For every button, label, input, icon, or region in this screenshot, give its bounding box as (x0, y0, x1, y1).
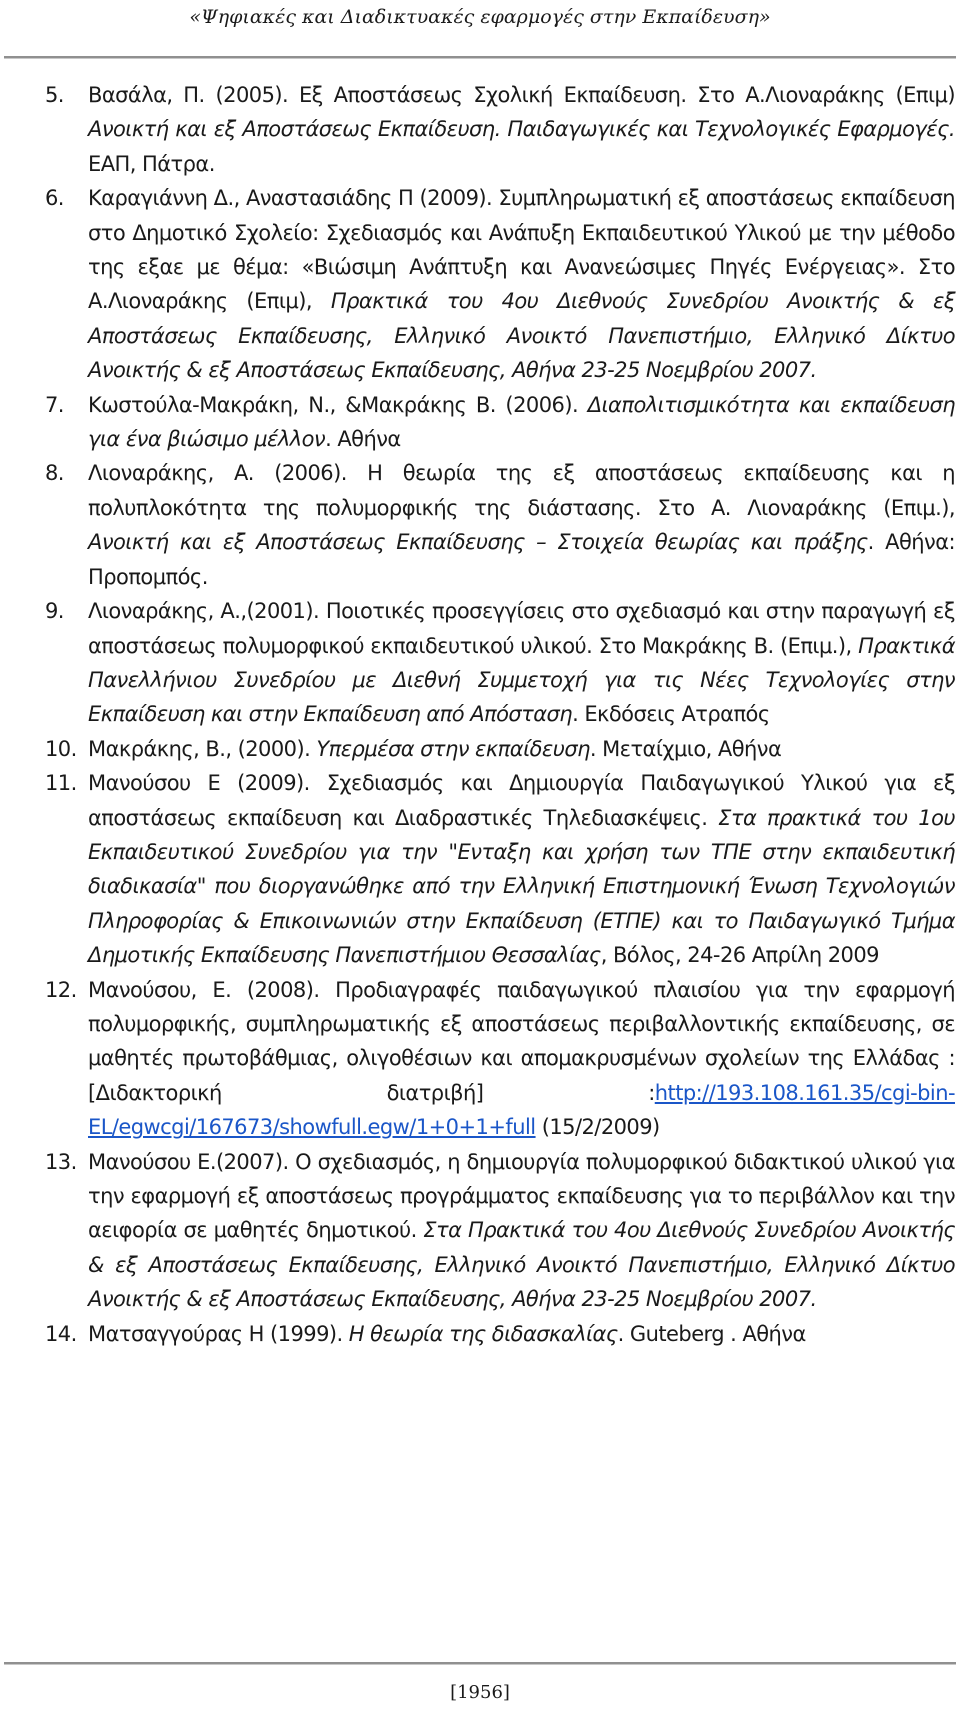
reference-number: 10. (45, 736, 77, 761)
reference-text: Βασάλα, Π. (2005). Εξ Αποστάσεως Σχολική Εκπαίδευση. Στο Α.Λιοναράκης (Επιμ) (88, 83, 955, 107)
reference-number: 5. (45, 83, 64, 107)
reference-item (45, 388, 955, 457)
reference-text: Ματσαγγούρας Η (1999). (88, 1321, 349, 1346)
reference-text: . Εκδόσεις Ατραπός (572, 702, 770, 727)
page-footer (0, 1681, 960, 1705)
reference-number: 6. (45, 186, 64, 211)
reference-text: . Guteberg . Αθήνα (617, 1321, 806, 1346)
reference-title-text: Αθήνα 23-25 Νοεμβρίου 2007. (505, 1287, 817, 1312)
reference-number: 12. (45, 977, 77, 1002)
reference-title-text: Στα Πρακτικά του 4ου Διεθνούς Συνεδρίου Ανοικτής & εξ Αποστάσεως Εκπαίδευσης, Ελληνικό Ανοικτό Πανεπιστήμιο, Ελληνικό Δίκτυο Ανοικτής & εξ Αποστάσεως Εκπαίδευσης, (88, 1218, 955, 1312)
reference-number: 7. (45, 392, 64, 417)
reference-text: ΕΑΠ, Πάτρα. (88, 151, 215, 176)
reference-text: Λιοναράκης, Α.,(2001). Ποιοτικές προσεγγίσεις στο σχεδιασμό και στην παραγωγή εξ αποστάσεως πολυμορφικού εκπαιδευτικού υλικού. Στο Μακράκης Β. (Επιμ.), (88, 599, 955, 658)
reference-item (45, 181, 955, 387)
reference-item (45, 456, 955, 594)
reference-title-text: Ανοικτή και εξ Αποστάσεως Εκπαίδευση. Παιδαγωγικές και Τεχνολογικές Εφαρμογές. (88, 117, 955, 142)
reference-title-text: Η θεωρία της διδασκαλίας (348, 1321, 618, 1346)
reference-title-text: Ανοικτή και εξ Αποστάσεως Εκπαίδευσης – Στοιχεία θεωρίας και πράξης (88, 530, 868, 555)
reference-text: Μανούσου, Ε. (2008). Προδιαγραφές παιδαγωγικού πλαισίου για την εφαρμογή πολυμορφικής, συμπληρωματικής εξ αποστάσεως περιβαλλοντικής εκπαίδευσης, σε μαθητές πρωτοβάθμιας, ολιγοθέσιων και απομακρυσμένων σχολείων της Ελλάδας : [Διδακτορική διατριβή] : (88, 977, 955, 1105)
reference-list (45, 78, 955, 1351)
reference-item (45, 766, 955, 972)
reference-text: . Μεταίχμιο, Αθήνα (589, 736, 782, 761)
reference-item (45, 732, 955, 766)
reference-title-text: Διαπολιτισμικότητα και εκπαίδευση για ένα βιώσιμο μέλλον (88, 392, 955, 452)
reference-text: Μανούσου Ε.(2007). Ο σχεδιασμός, η δημιουργία πολυμορφικού διδακτικού υλικού για την εφαρμογή εξ αποστάσεως προγράμματος εκπαίδευσης για το περιβάλλον και την αειφορία σε μαθητές δημοτικού. (88, 1149, 955, 1243)
header-divider (4, 56, 956, 59)
reference-item (45, 594, 955, 732)
reference-number: 13. (45, 1149, 77, 1174)
reference-title-text: Αθήνα 23-25 Νοεμβρίου 2007. (505, 358, 817, 383)
reference-number: 9. (45, 599, 64, 624)
reference-number: 14. (45, 1321, 77, 1346)
reference-link[interactable]: http://193.108.161.35/cgi-bin-EL/egwcgi/167673/showfull.egw/1+0+1+full (88, 1080, 955, 1140)
reference-number: 11. (45, 771, 77, 796)
reference-text: Λιοναράκης, Α. (2006). Η θεωρία της εξ αποστάσεως εκπαίδευσης και η πολυπλοκότητα της πολυμορφικής της διάστασης. Στο Α. Λιοναράκης (Επιμ.), (88, 461, 955, 520)
reference-title-text: Στα πρακτικά του 1ου Εκπαιδευτικού Συνεδρίου για την "Ενταξη και χρήση των ΤΠΕ στην εκπαιδευτική διαδικασία" που διοργανώθηκε από την Ελληνική Επιστημονική Ένωση Τεχνολογιών Πληροφορίας & Επικοινωνιών στην Εκπαίδευση (ΕΤΠΕ) και το Παιδαγωγικό Τμήμα Δημοτικής Εκπαίδευσης Πανεπιστήμιου Θεσσαλίας (88, 805, 955, 968)
running-header-title: «Ψηφιακές και Διαδικτυακές εφαρμογές στην Εκπαίδευση» (189, 6, 771, 28)
reference-text: (15/2/2009) (535, 1115, 660, 1140)
reference-text: . Αθήνα: Προπομπός. (88, 530, 956, 589)
reference-text: Μακράκης, Β., (2000). (88, 736, 317, 761)
reference-item (45, 1145, 955, 1317)
reference-title-text: Πρακτικά Πανελλήνιου Συνεδρίου με Διεθνή Συμμετοχή για τις Νέες Τεχνολογίες στην Εκπαίδευση και στην Εκπαίδευση από Απόσταση (88, 633, 955, 727)
reference-title-text: Υπερμέσα στην εκπαίδευση (316, 736, 590, 761)
reference-title-text: Πρακτικά του 4ου Διεθνούς Συνεδρίου Ανοικτής & εξ Αποστάσεως Εκπαίδευσης, Ελληνικό Ανοικτό Πανεπιστήμιο, Ελληνικό Δίκτυο Ανοικτής & εξ Αποστάσεως Εκπαίδευσης, (88, 289, 955, 383)
reference-item (45, 1317, 955, 1351)
reference-item (45, 973, 955, 1145)
reference-text: . Αθήνα (325, 427, 401, 452)
reference-text: , Βόλος, 24-26 Απρίλη 2009 (600, 943, 879, 968)
running-header (0, 0, 960, 32)
page-number: [1956] (450, 1682, 510, 1703)
reference-text: Καραγιάννη Δ., Αναστασιάδης Π (2009). Συμπληρωματική εξ αποστάσεως εκπαίδευση στο Δημοτικό Σχολείο: Σχεδιασμός και Ανάπυξη Εκπαιδευτικού Υλικού με την μέθοδο της εξαε με θέμα: «Βιώσιμη Ανάπτυξη και Ανανεώσιμες Πηγές Ενέργειας». Στο Α.Λιοναράκης (Επιμ), (88, 186, 955, 314)
reference-number: 8. (45, 461, 64, 486)
reference-text: Μανούσου Ε (2009). Σχεδιασμός και Δημιουργία Παιδαγωγικού Υλικού για εξ αποστάσεως εκπαίδευση και Διαδραστικές Τηλεδιασκέψεις. (88, 771, 955, 830)
reference-item (45, 78, 955, 181)
reference-text: Κωστούλα-Μακράκη, Ν., &Μακράκης Β. (2006). (88, 392, 588, 417)
footer-divider (4, 1662, 956, 1665)
